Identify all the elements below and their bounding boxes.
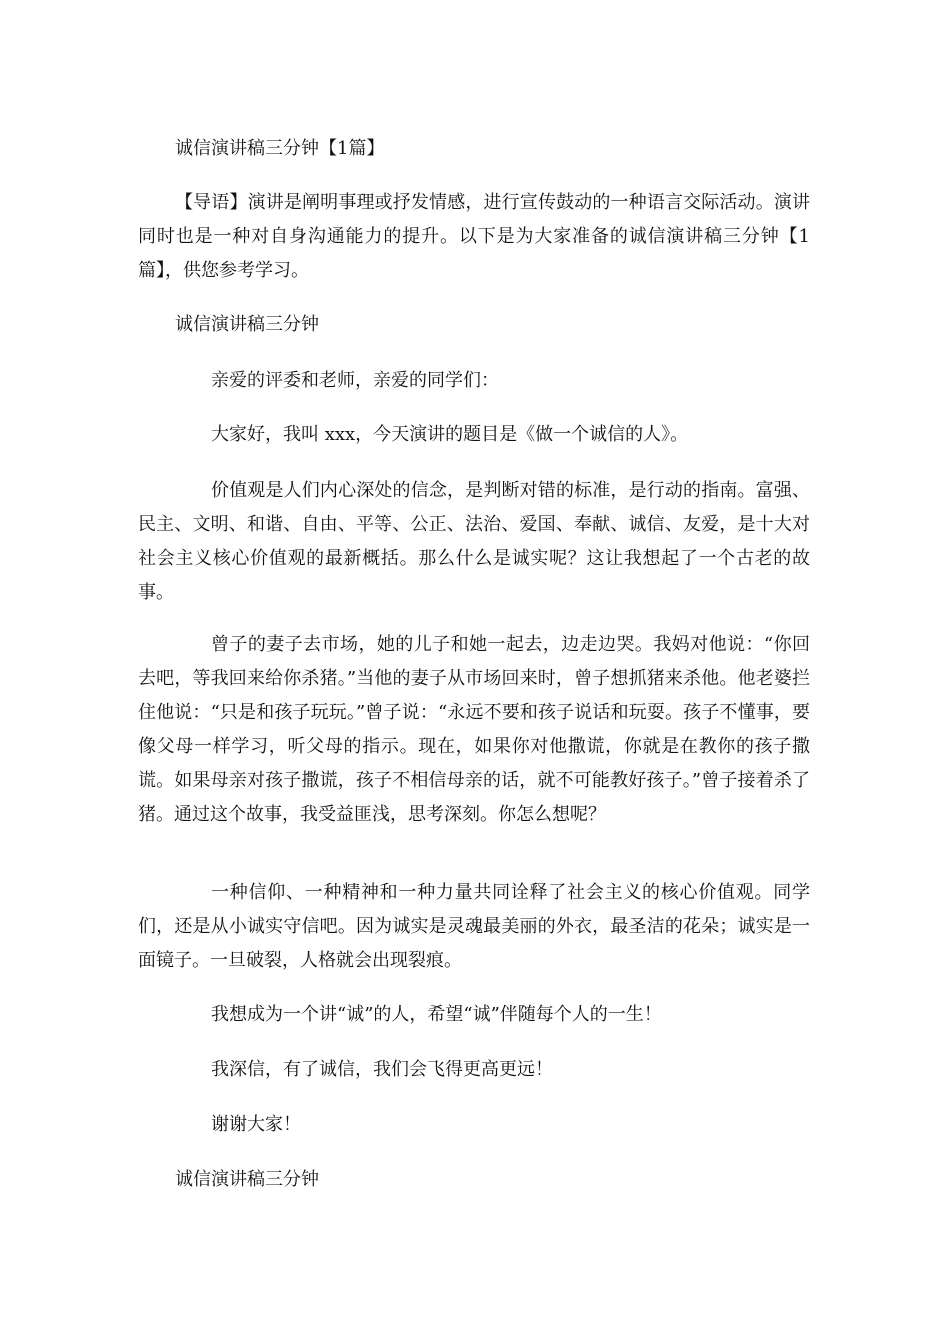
intro-paragraph: 【导语】演讲是阐明事理或抒发情感，进行宣传鼓动的一种语言交际活动。演讲同时也是一种对自身沟通能力的提升。以下是为大家准备的诚信演讲稿三分钟【1篇】，供您参考学习。 (138, 192, 810, 281)
body-paragraph-honesty: 一种信仰、一种精神和一种力量共同诠释了社会主义的核心价值观。同学们，还是从小诚实守信吧。因为诚实是灵魂最美丽的外衣，最圣洁的花朵；诚实是一面镜子。一旦破裂，人格就会出现裂痕。 (138, 882, 810, 971)
salutation: 亲爱的评委和老师，亲爱的同学们： (211, 370, 499, 391)
footer-heading: 诚信演讲稿三分钟 (175, 1169, 319, 1190)
section-heading: 诚信演讲稿三分钟 (175, 314, 319, 335)
greeting: 大家好，我叫 xxx，今天演讲的题目是《做一个诚信的人》。 (211, 424, 689, 445)
body-paragraph-story: 曾子的妻子去市场，她的儿子和她一起去，边走边哭。我妈对他说：“你回去吧，等我回来给你杀猪。”当他的妻子从市场回来时，曾子想抓猪来杀他。他老婆拦住他说：“只是和孩子玩玩。”曾子说：“永远不要和孩子说话和玩耍。孩子不懂事，要像父母一样学习，听父母的指示。现在，如果你对他撒谎，你就是在教你的孩子撒谎。如果母亲对孩子撒谎，孩子不相信母亲的话，就不可能教好孩子。”曾子接着杀了猪。通过这个故事，我受益匪浅，思考深刻。你怎么想呢？ (138, 634, 810, 825)
document-title: 诚信演讲稿三分钟【1篇】 (175, 138, 385, 159)
closing-line: 谢谢大家！ (211, 1114, 301, 1135)
belief-line: 我深信，有了诚信，我们会飞得更高更远！ (211, 1059, 553, 1080)
wish-line: 我想成为一个讲“诚”的人，希望“诚”伴随每个人的一生！ (211, 1004, 662, 1025)
body-paragraph-values: 价值观是人们内心深处的信念，是判断对错的标准，是行动的指南。富强、民主、文明、和谐、自由、平等、公正、法治、爱国、奉献、诚信、友爱，是十大对社会主义核心价值观的最新概括。那么什么是诚实呢？这让我想起了一个古老的故事。 (138, 480, 810, 603)
